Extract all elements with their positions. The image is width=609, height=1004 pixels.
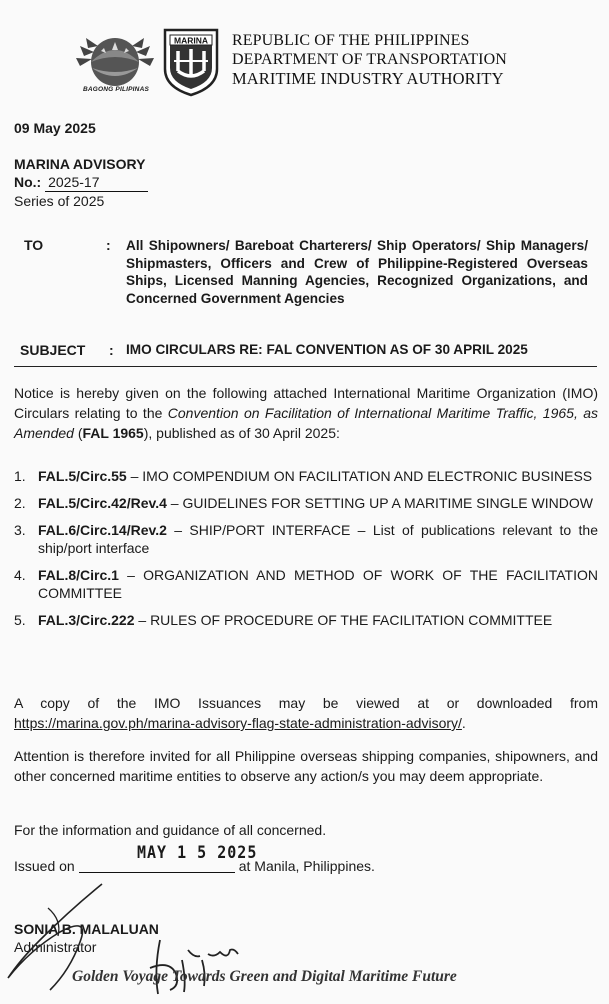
item-code: FAL.8/Circ.1 <box>38 567 119 583</box>
marina-logo <box>162 27 220 97</box>
signer-title: Administrator <box>14 939 97 955</box>
notice-text-2: ( <box>73 425 83 441</box>
copy-paragraph <box>14 693 598 733</box>
item-code: FAL.5/Circ.42/Rev.4 <box>38 495 167 511</box>
copy-end: . <box>461 715 466 731</box>
item-text: – IMO COMPENDIUM ON FACILITATION AND ELECTRONIC BUSINESS <box>126 468 593 484</box>
advisory-block <box>14 155 148 210</box>
item-number: 1. <box>14 468 26 484</box>
divider <box>14 366 597 367</box>
agency-header <box>232 31 507 88</box>
info-line: For the information and guidance of all concerned. <box>14 822 327 838</box>
circulars-list <box>14 467 598 638</box>
item-text: – ORGANIZATION AND METHOD OF WORK OF THE FACILITATION COMMITTEE <box>38 567 598 601</box>
header-republic: REPUBLIC OF THE PHILIPPINES <box>232 32 470 49</box>
header-authority: MARITIME INDUSTRY AUTHORITY <box>232 69 504 88</box>
advisory-title: MARINA ADVISORY <box>14 156 146 172</box>
subject-text: IMO CIRCULARS RE: FAL CONVENTION AS OF 30 APRIL 2025 <box>126 342 528 357</box>
list-item <box>14 467 598 485</box>
item-text: – SHIP/PORT INTERFACE – List of publications relevant to the ship/port interface <box>38 522 598 556</box>
item-number: 3. <box>14 522 26 538</box>
issued-suffix: at Manila, Philippines. <box>238 858 375 874</box>
list-item <box>14 566 598 602</box>
issued-prefix: Issued on <box>14 858 75 874</box>
item-number: 5. <box>14 612 26 628</box>
signer-name: SONIA B. MALALUAN <box>14 921 159 937</box>
item-number: 2. <box>14 495 26 511</box>
agency-motto: Golden Voyage Towards Green and Digital Maritime Future <box>72 968 457 985</box>
notice-text-1: Notice is hereby given on the following attached International Maritime Organization (IMO) Circulars relating to the <box>14 385 598 421</box>
advisory-no-label: No.: <box>14 174 42 190</box>
item-number: 4. <box>14 567 26 583</box>
item-code: FAL.3/Circ.222 <box>38 612 135 628</box>
to-recipients: All Shipowners/ Bareboat Charterers/ Ship Operators/ Ship Managers/ Shipmasters, Officers and Crew of Philippine-Registered Overseas Ships, Licensed Manning Agencies, Recognized Organizations, and Concerned Government Agencies <box>126 238 588 306</box>
logo-caption: BAGONG PILIPINAS <box>82 86 150 93</box>
date-stamp: MAY 1 5 2025 <box>137 841 258 863</box>
list-item <box>14 521 598 557</box>
marina-logo-text: MARINA <box>174 35 208 46</box>
notice-text-3: ), published as of 30 April 2025: <box>143 425 340 441</box>
notice-fal: FAL 1965 <box>82 425 144 441</box>
header-department: DEPARTMENT OF TRANSPORTATION <box>232 51 507 68</box>
list-item <box>14 611 598 629</box>
item-code: FAL.5/Circ.55 <box>38 468 127 484</box>
signature-block <box>14 920 159 956</box>
to-label: TO <box>24 237 44 253</box>
item-code: FAL.6/Circ.14/Rev.2 <box>38 522 167 538</box>
marina-advisory-link[interactable]: https://marina.gov.ph/marina-advisory-flag-state-administration-advisory/ <box>14 715 462 731</box>
notice-paragraph <box>14 383 598 443</box>
copy-text: A copy of the IMO Issuances may be viewed at or downloaded from <box>14 695 598 711</box>
item-text: – GUIDELINES FOR SETTING UP A MARITIME SINGLE WINDOW <box>166 495 593 511</box>
attention-paragraph: Attention is therefore invited for all Philippine overseas shipping companies, shipowners, and other concerned maritime entities to observe any action/s you may deem appropriate. <box>14 748 598 784</box>
list-item <box>14 494 598 512</box>
to-colon: : <box>106 237 111 253</box>
advisory-date: 09 May 2025 <box>14 120 96 136</box>
subject-colon: : <box>109 342 114 358</box>
advisory-series: Series of 2025 <box>14 193 105 209</box>
notice-convention: Convention on Facilitation of International Maritime Traffic, 1965, as Amended <box>14 405 598 441</box>
advisory-no-value: 2025-17 <box>45 173 148 192</box>
subject-label: SUBJECT <box>20 342 86 358</box>
item-text: – RULES OF PROCEDURE OF THE FACILITATION COMMITTEE <box>134 612 553 628</box>
